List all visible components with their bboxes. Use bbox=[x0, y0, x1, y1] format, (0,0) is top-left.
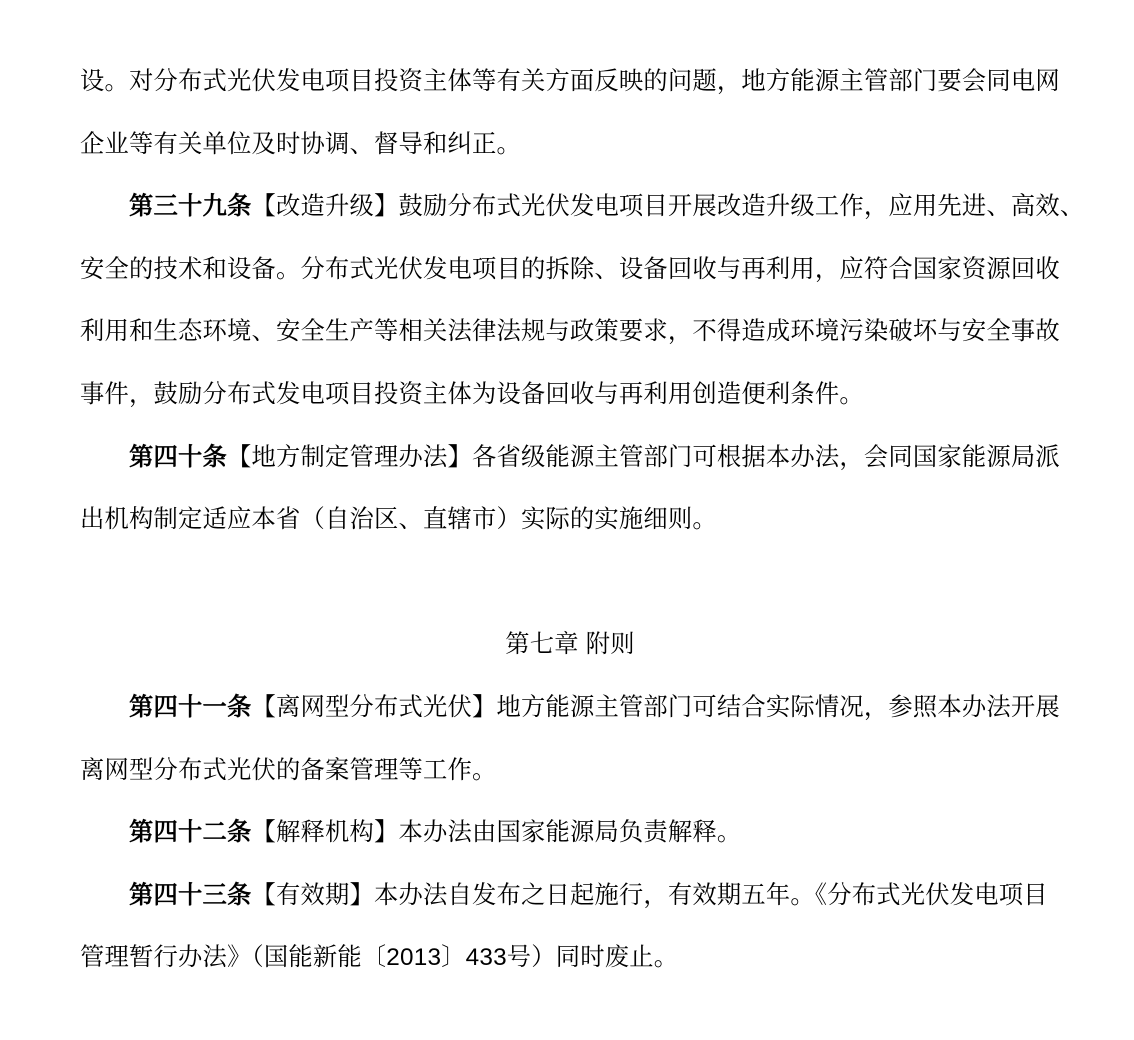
line-text: 企业等有关单位及时协调、督导和纠正。 bbox=[80, 130, 521, 158]
line-text: 利用和生态环境、安全生产等相关法律法规与政策要求，不得造成环境污染破坏与安全事故 bbox=[80, 318, 1060, 346]
line-text: 【离网型分布式光伏】地方能源主管部门可结合实际情况，参照本办法开展 bbox=[251, 693, 1060, 721]
paragraph-line bbox=[80, 364, 1060, 427]
line-text: 设。对分布式光伏发电项目投资主体等有关方面反映的问题，地方能源主管部门要会同电网 bbox=[80, 68, 1060, 95]
article-number: 第四十一条 bbox=[129, 693, 252, 721]
line-text: 【解释机构】本办法由国家能源局负责解释。 bbox=[251, 819, 742, 847]
article-number: 第三十九条 bbox=[129, 193, 252, 221]
line-text: 事件，鼓励分布式发电项目投资主体为设备回收与再利用创造便利条件。 bbox=[80, 380, 864, 408]
line-text: 【改造升级】鼓励分布式光伏发电项目开展改造升级工作，应用先进、高效、 bbox=[251, 193, 1085, 221]
paragraph-line bbox=[80, 114, 1060, 177]
paragraph-line bbox=[80, 239, 1060, 302]
paragraph-line bbox=[80, 427, 1060, 490]
paragraph-line bbox=[80, 489, 1060, 552]
article-number: 第四十二条 bbox=[129, 819, 252, 847]
chapter-heading bbox=[80, 614, 1060, 677]
article-number: 第四十条 bbox=[129, 443, 227, 471]
line-text: 【有效期】本办法自发布之日起施行，有效期五年。《分布式光伏发电项目 bbox=[251, 881, 1048, 909]
paragraph-line bbox=[80, 802, 1060, 865]
document-text-body bbox=[80, 51, 1085, 990]
paragraph-line bbox=[80, 301, 1060, 364]
line-text: 【地方制定管理办法】各省级能源主管部门可根据本办法，会同国家能源局派 bbox=[227, 443, 1060, 471]
paragraph-line bbox=[80, 927, 1060, 990]
line-text: 离网型分布式光伏的备案管理等工作。 bbox=[80, 756, 497, 784]
paragraph-line bbox=[80, 740, 1060, 803]
line-text: 第七章 附则 bbox=[505, 631, 635, 659]
paragraph-line bbox=[80, 677, 1060, 740]
line-text: 管理暂行办法》（国能新能〔2013〕433号）同时废止。 bbox=[80, 944, 679, 972]
paragraph-line bbox=[80, 865, 1060, 928]
blank-line bbox=[80, 552, 1060, 615]
paragraph-line bbox=[80, 51, 1060, 114]
line-text: 出机构制定适应本省（自治区、直辖市）实际的实施细则。 bbox=[80, 506, 717, 534]
line-text: 安全的技术和设备。分布式光伏发电项目的拆除、设备回收与再利用，应符合国家资源回收 bbox=[80, 255, 1060, 283]
paragraph-line bbox=[80, 176, 1085, 239]
article-number: 第四十三条 bbox=[129, 881, 252, 909]
